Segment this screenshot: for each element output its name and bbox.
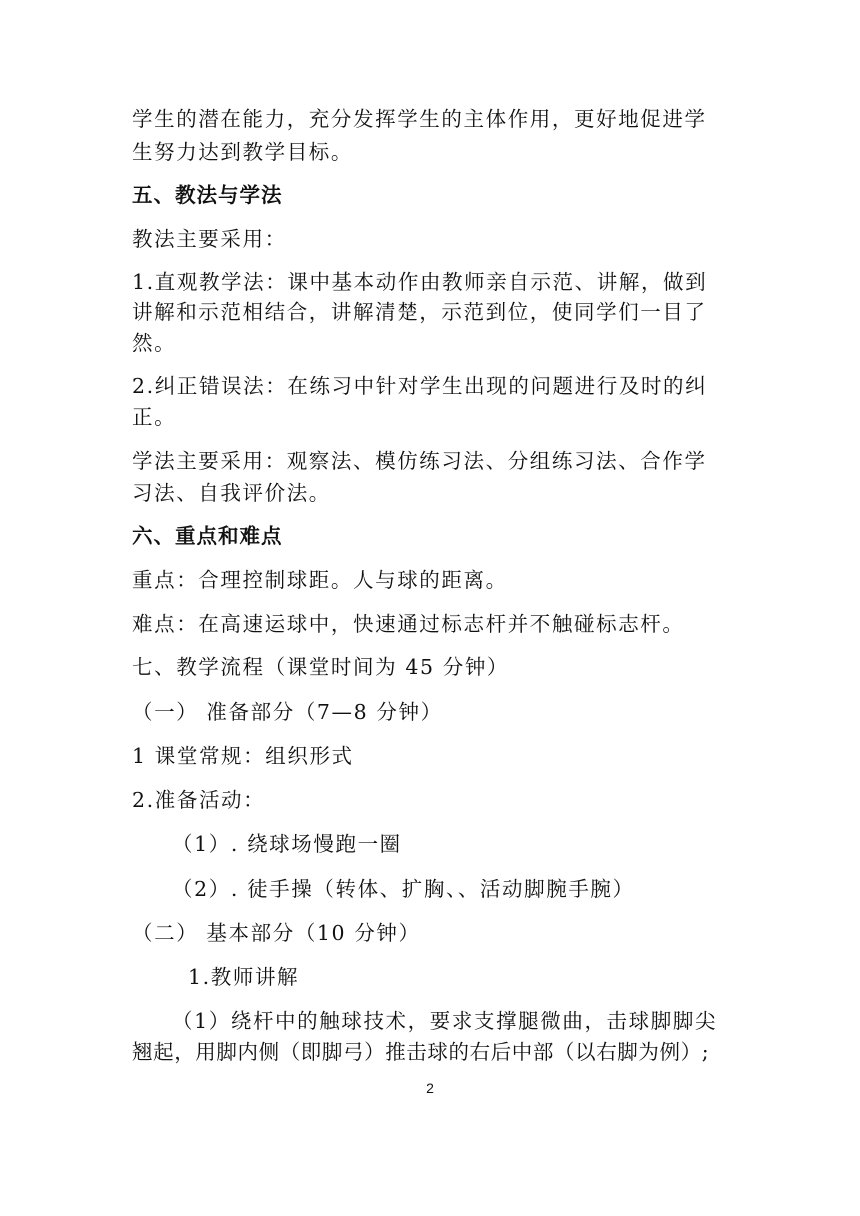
paragraph-line: 重点：合理控制球距。人与球的距离。 [132, 568, 508, 592]
paragraph-line: 学法主要采用：观察法、模仿练习法、分组练习法、合作学 [132, 449, 707, 473]
paragraph-line: 1 课堂常规：组织形式 [132, 744, 354, 768]
paragraph-line: （二） 基本部分（10 分钟） [132, 921, 421, 945]
paragraph-line: 习法、自我评价法。 [132, 481, 331, 505]
section-heading-key-points: 六、重点和难点 [132, 524, 283, 548]
paragraph-line: 然。 [132, 331, 177, 355]
paragraph-line: （1）绕杆中的触球技术，要求支撑腿微曲，击球脚脚尖 [172, 1009, 718, 1033]
paragraph-line: 七、教学流程（课堂时间为 45 分钟） [132, 655, 510, 679]
paragraph-line: （1）. 绕球场慢跑一圈 [172, 832, 402, 856]
page-number: 2 [426, 1080, 434, 1096]
paragraph-line: 1.直观教学法：课中基本动作由教师亲自示范、讲解，做到 [132, 270, 708, 294]
paragraph-line: 2.准备活动： [132, 788, 266, 812]
section-heading-methods: 五、教法与学法 [132, 183, 283, 207]
paragraph-line: 学生的潜在能力，充分发挥学生的主体作用，更好地促进学 [132, 107, 707, 131]
paragraph-line: 难点：在高速运球中，快速通过标志杆并不触碰标志杆。 [132, 612, 685, 636]
paragraph-line: 教法主要采用： [132, 227, 287, 251]
paragraph-line: 正。 [132, 405, 177, 429]
paragraph-line: 讲解和示范相结合，讲解清楚，示范到位，使同学们一目了 [132, 300, 707, 324]
paragraph-line: 2.纠正错误法：在练习中针对学生出现的问题进行及时的纠 [132, 374, 708, 398]
paragraph-line: 1.教师讲解 [188, 965, 300, 989]
paragraph-line: （2）. 徒手操（转体、扩胸、、活动脚腕手腕） [172, 877, 635, 901]
paragraph-line: 生努力达到教学目标。 [132, 140, 353, 164]
paragraph-line: 翘起，用脚内侧（即脚弓）推击球的右后中部（以右脚为例）; [132, 1040, 710, 1064]
paragraph-line: （一） 准备部分（7—8 分钟） [132, 700, 443, 724]
